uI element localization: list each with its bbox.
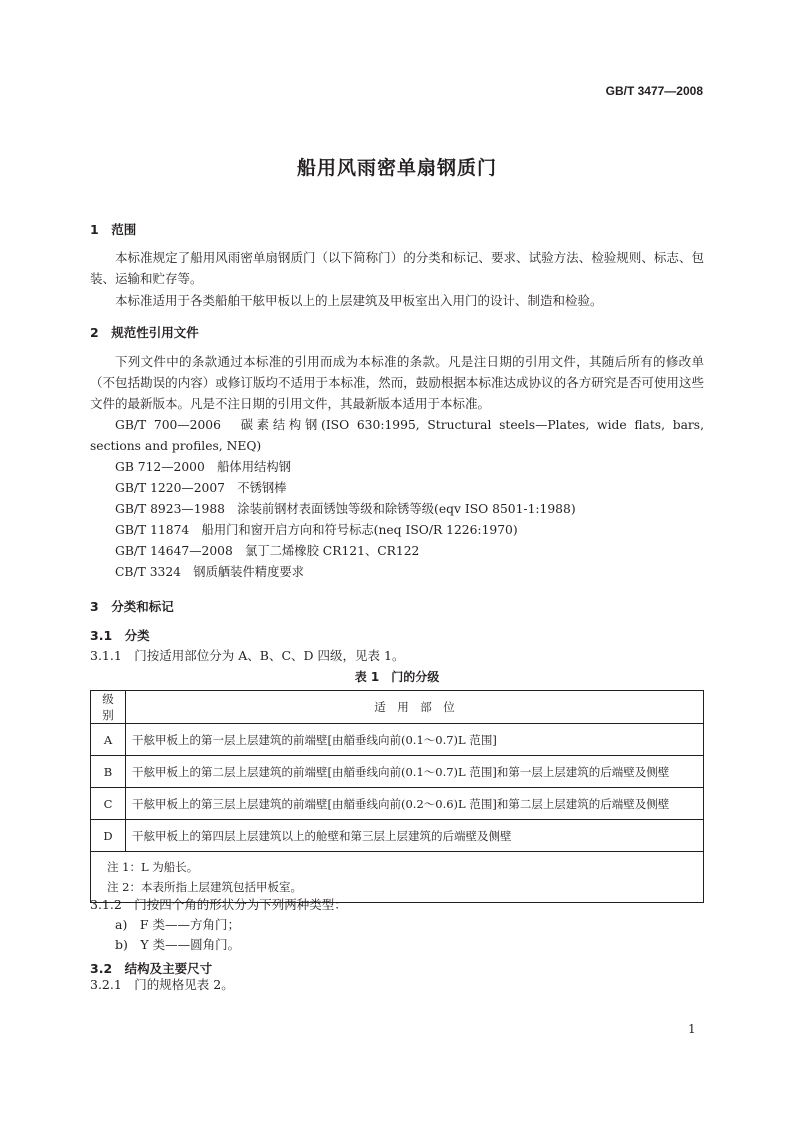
document-title: 船用风雨密单扇钢质门 [296,157,497,179]
grade-cell: B [91,756,126,788]
reference-item: GB/T 1220—2007 不锈钢棒 [115,481,287,495]
section-3-2-heading: 3.2 结构及主要尺寸 [90,961,213,976]
reference-item: GB/T 8923—1988 涂装前钢材表面锈蚀等级和除锈等级(eqv ISO 8501-1:1988) [115,502,576,516]
table-note-2: 注 2：本表所指上层建筑包括甲板室。 [107,880,302,894]
standard-number: GB/T 3477—2008 [605,84,703,98]
type-a-item: a) F 类——方角门； [115,917,240,932]
clause-3-2-1: 3.2.1 门的规格见表 2。 [90,977,234,992]
section-3-1-heading: 3.1 分类 [90,628,150,643]
reference-item: GB/T 14647—2008 氯丁二烯橡胶 CR121、CR122 [115,544,420,558]
location-cell: 干舷甲板上的第二层上层建筑的前端壁[由艏垂线向前(0.1～0.7)L 范围]和第一层上层建筑的后端壁及侧壁 [126,756,704,788]
clause-3-1-2: 3.1.2 门按四个角的形状分为下列两种类型： [90,897,347,912]
location-cell: 干舷甲板上的第四层上层建筑以上的舱壁和第三层上层建筑的后端壁及侧壁 [126,820,704,852]
header-grade: 级别 [91,691,126,724]
section-2-paragraph: 下列文件中的条款通过本标准的引用而成为本标准的条款。凡是注日期的引用文件，其随后所有的修改单（不包括勘误的内容）或修订版均不适用于本标准，然而，鼓励根据本标准达成协议的各方研究是否可使用这些文件的最新版本。凡是不注日期的引用文件，其最新版本适用于本标准。 [90,354,704,411]
clause-3-1-1: 3.1.1 门按适用部位分为 A、B、C、D 四级，见表 1。 [90,648,405,663]
section-1-paragraph-1: 本标准规定了船用风雨密单扇钢质门（以下简称门）的分类和标记、要求、试验方法、检验规则、标志、包装、运输和贮存等。 [90,250,704,286]
page-number: 1 [688,1022,696,1036]
table-row [91,724,704,756]
location-cell: 干舷甲板上的第一层上层建筑的前端壁[由艏垂线向前(0.1～0.7)L 范围] [126,724,704,756]
table-1-caption: 表 1 门的分级 [354,670,440,684]
location-cell: 干舷甲板上的第三层上层建筑的前端壁[由艏垂线向前(0.2～0.6)L 范围]和第二层上层建筑的后端壁及侧壁 [126,788,704,820]
type-b-item: b) Y 类——圆角门。 [115,937,241,952]
reference-item: GB/T 11874 船用门和窗开启方向和符号标志(neq ISO/R 1226:1970) [115,523,518,537]
section-1-heading: 1 范围 [90,222,137,237]
table-row [91,756,704,788]
table-row [91,820,704,852]
reference-item: GB 712—2000 船体用结构钢 [115,460,291,474]
section-3-heading: 3 分类和标记 [90,599,174,614]
reference-item: GB/T 700—2006 碳素结构钢(ISO 630:1995, Structural steels—Plates, wide flats, bars, sections and profiles, NEQ) [90,418,704,453]
table-header-row [91,691,704,724]
header-location: 适 用 部 位 [126,691,704,724]
table-note-1: 注 1：L 为船长。 [107,860,199,874]
section-2-heading: 2 规范性引用文件 [90,325,199,340]
grade-cell: A [91,724,126,756]
grade-table [90,690,704,903]
grade-cell: C [91,788,126,820]
reference-item: CB/T 3324 钢质舾装件精度要求 [115,565,304,579]
table-row [91,788,704,820]
section-1-paragraph-2: 本标准适用于各类船舶干舷甲板以上的上层建筑及甲板室出入用门的设计、制造和检验。 [115,293,603,308]
grade-cell: D [91,820,126,852]
